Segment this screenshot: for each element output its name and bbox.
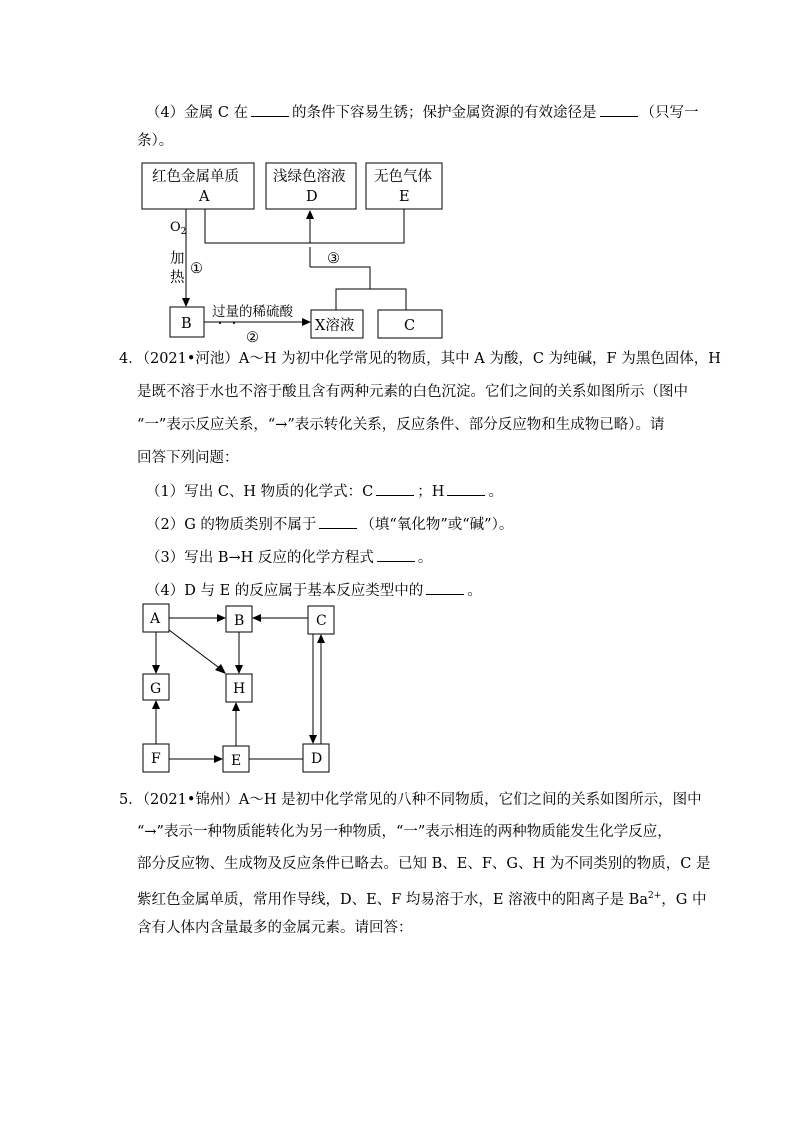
box-x-label: X溶液 [315, 318, 355, 334]
box-d-letter: D [306, 189, 318, 205]
arrowhead-b [182, 298, 190, 307]
node-e-label: E [231, 753, 242, 769]
step-3-label: ③ [327, 251, 340, 267]
step-2-label: ② [246, 330, 259, 346]
q3-part4-line2: 条）。 [137, 133, 174, 149]
q3-part4-text-b: 的条件下容易生锈；保护金属资源的有效途径是 [292, 105, 597, 121]
bracket-x-c [336, 289, 406, 310]
q3-part4-line1 [146, 102, 699, 123]
q4-line2: 是既不溶于水也不溶于酸且含有两种元素的白色沉淀。它们之间的关系如图所示（图中 [137, 384, 688, 400]
q5-line2: “→”表示一种物质能转化为另一种物质，“一”表示相连的两种物质能发生化学反应， [137, 824, 672, 840]
q4-line1: 4．（2021•河池）A～H 为初中化学常见的物质，其中 A 为酸，C 为纯碱，F 为黑色固体，H [119, 351, 721, 367]
box-e-letter: E [399, 189, 410, 205]
q5-line4 [137, 886, 706, 910]
box-b-label: B [181, 316, 192, 332]
edge-a-h [169, 630, 222, 670]
node-d-label: D [311, 751, 323, 767]
arrowhead-d [306, 210, 314, 219]
box-d-title: 浅绿色溶液 [273, 169, 346, 185]
q4-sub2-text-a: （2）G 的物质类别不属于 [146, 517, 317, 533]
q5-line3: 部分反应物、生成物及反应条件已略去。已知 B、E、F、G、H 为不同类别的物质，C 是 [137, 856, 711, 872]
q4-sub1-blank-c[interactable] [376, 481, 414, 496]
box-e-title: 无色气体 [374, 169, 432, 185]
q5-ba-charge: 2+ [647, 891, 662, 901]
q4-line4: 回答下列问题： [137, 450, 239, 466]
q3-part4-blank-1[interactable] [251, 102, 289, 117]
q4-sub4-text-a: （4）D 与 E 的反应属于基本反应类型中的 [146, 583, 424, 599]
q4-sub4-text-b: 。 [467, 583, 482, 599]
connector-a-e [205, 209, 404, 243]
arrowhead-x [302, 318, 311, 326]
node-g-label: G [150, 681, 162, 697]
o2-label: $O_2$ [170, 220, 187, 237]
q4-sub4-blank[interactable] [426, 580, 464, 595]
node-b-label: B [234, 613, 245, 629]
box-c-label: C [404, 318, 416, 334]
q4-sub1-text-b: ；H [417, 484, 445, 500]
q4-sub1-text-c: 。 [488, 484, 503, 500]
q4-relation-diagram [0, 598, 794, 783]
q5-line5: 含有人体内含量最多的金属元素。请回答： [137, 920, 413, 936]
acid-label: 过量的稀硫酸 [212, 304, 293, 320]
q4-sub2-blank[interactable] [319, 514, 357, 529]
q4-line3: “一”表示反应关系，“→”表示转化关系，反应条件、部分反应物和生成物已略）。请 [137, 417, 665, 433]
node-c-label: C [316, 613, 327, 629]
q3-part4-text-c: （只写一 [640, 105, 699, 121]
q4-sub3-blank[interactable] [377, 547, 415, 562]
q4-sub1 [146, 481, 503, 502]
q3-part4-blank-2[interactable] [600, 102, 638, 117]
q4-sub2-text-b: （填“氧化物”或“碱”）。 [360, 517, 514, 533]
q3-part4-text-a: （4）金属 C 在 [146, 105, 249, 121]
connector-3 [310, 267, 370, 289]
node-h-label: H [233, 681, 246, 697]
q4-sub2 [146, 514, 513, 535]
q4-sub3-text-a: （3）写出 B→H 反应的化学方程式 [146, 550, 374, 566]
q5-line1: 5．（2021•锦州）A～H 是初中化学常见的八种不同物质，它们之间的关系如图所示，图中 [119, 792, 702, 808]
q4-sub3 [146, 547, 432, 568]
q5-line4-text-b: ，G 中 [661, 891, 707, 908]
heat-label-1: 加 [170, 251, 185, 267]
step-1-label: ① [190, 261, 203, 277]
box-a-title: 红色金属单质 [152, 169, 239, 185]
heat-label-2: 热 [170, 270, 185, 286]
q3-flow-diagram [0, 155, 794, 355]
box-a-letter: A [199, 189, 210, 205]
q4-sub1-blank-h[interactable] [447, 481, 485, 496]
q5-line4-text-a: 紫红色金属单质，常用作导线，D、E、F 均易溶于水，E 溶液中的阳离子是 Ba [137, 891, 648, 908]
q4-sub1-text-a: （1）写出 C、H 物质的化学式：C [146, 484, 374, 500]
q4-sub3-text-b: 。 [417, 550, 433, 566]
node-a-label: A [150, 611, 161, 627]
node-f-label: F [151, 751, 161, 767]
